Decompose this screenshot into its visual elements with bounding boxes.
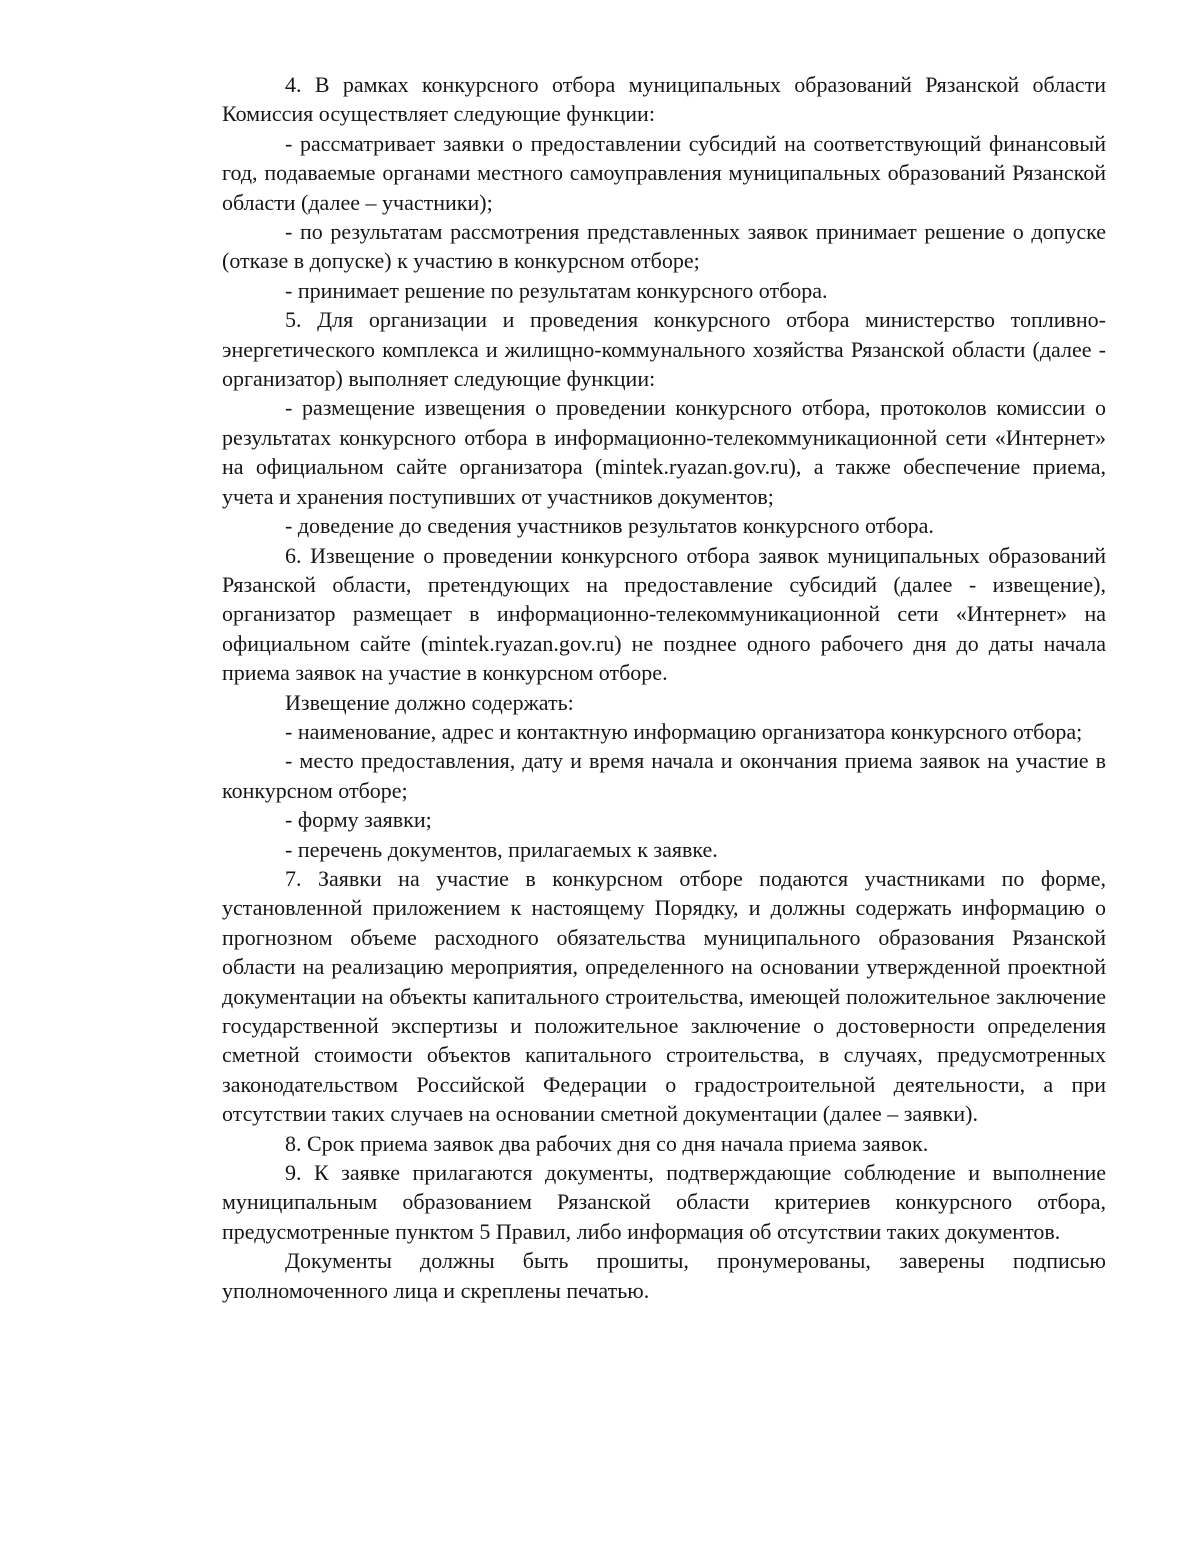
paragraph-commission-admission: - по результатам рассмотрения представленных заявок принимает решение о допуске (отказе в допуске) к участию в конкурсном отборе; <box>222 219 1106 274</box>
paragraph-notice-place-time: - место предоставления, дату и время начала и окончания приема заявок на участие в конкурсном отборе; <box>222 748 1106 803</box>
paragraph-item-9: 9. К заявке прилагаются документы, подтверждающие соблюдение и выполнение муниципальным образованием Рязанской области критериев конкурсного отбора, предусмотренные пунктом 5 Правил, либо информация об отсутствии таких документов. <box>222 1160 1106 1244</box>
paragraph-notice-documents: - перечень документов, прилагаемых к заявке. <box>285 836 718 862</box>
paragraph-item-6: 6. Извещение о проведении конкурсного отбора заявок муниципальных образований Рязанской области, претендующих на предоставление субсидий (далее - извещение), организатор размещает в информационно-телекоммуникационной сети «Интернет» на официальном сайте (mintek.ryazan.gov.ru) не позднее одного рабочего дня до даты начала приема заявок на участие в конкурсном отборе. <box>222 542 1106 686</box>
paragraph-commission-review: - рассматривает заявки о предоставлении субсидий на соответствующий финансовый год, подаваемые органами местного самоуправления муниципальных образований Рязанской области (далее – участники); <box>222 130 1106 215</box>
paragraph-notice-contents: Извещение должно содержать: <box>285 689 574 715</box>
paragraph-organizer-publishing: - размещение извещения о проведении конкурсного отбора, протоколов комиссии о результатах конкурсного отбора в информационно-телекоммуникационной сети «Интернет» на официальном сайте организатора (mintek.ryazan.gov.ru), а также обеспечение приема, учета и хранения поступивших от участников документов; <box>222 395 1106 509</box>
paragraph-notice-form: - форму заявки; <box>285 807 432 833</box>
paragraph-item-5: 5. Для организации и проведения конкурсного отбора министерство топливно-энергетического комплекса и жилищно-коммунального хозяйства Рязанской области (далее - организатор) выполняет следующие функции: <box>222 307 1106 392</box>
paragraph-notice-organizer: - наименование, адрес и контактную информацию организатора конкурсного отбора; <box>285 718 1083 744</box>
paragraph-commission-decision: - принимает решение по результатам конкурсного отбора. <box>285 277 828 303</box>
paragraph-documents-requirements: Документы должны быть прошиты, пронумерованы, заверены подписью уполномоченного лица и скреплены печатью. <box>222 1248 1106 1303</box>
document-page <box>222 70 1106 1305</box>
paragraph-item-4: 4. В рамках конкурсного отбора муниципальных образований Рязанской области Комиссия осуществляет следующие функции: <box>222 72 1106 127</box>
paragraph-organizer-notify: - доведение до сведения участников результатов конкурсного отбора. <box>285 513 934 539</box>
paragraph-item-8: 8. Срок приема заявок два рабочих дня со дня начала приема заявок. <box>285 1130 929 1156</box>
paragraph-item-7: 7. Заявки на участие в конкурсном отборе подаются участниками по форме, установленной приложением к настоящему Порядку, и должны содержать информацию о прогнозном объеме расходного обязательства муниципального образования Рязанской области на реализацию мероприятия, определенного на основании утвержденной проектной документации на объекты капитального строительства, имеющей положительное заключение государственной экспертизы и положительное заключение о достоверности определения сметной стоимости объектов капитального строительства, в случаях, предусмотренных законодательством Российской Федерации о градостроительной деятельности, а при отсутствии таких случаев на основании сметной документации (далее – заявки). <box>222 865 1106 1127</box>
